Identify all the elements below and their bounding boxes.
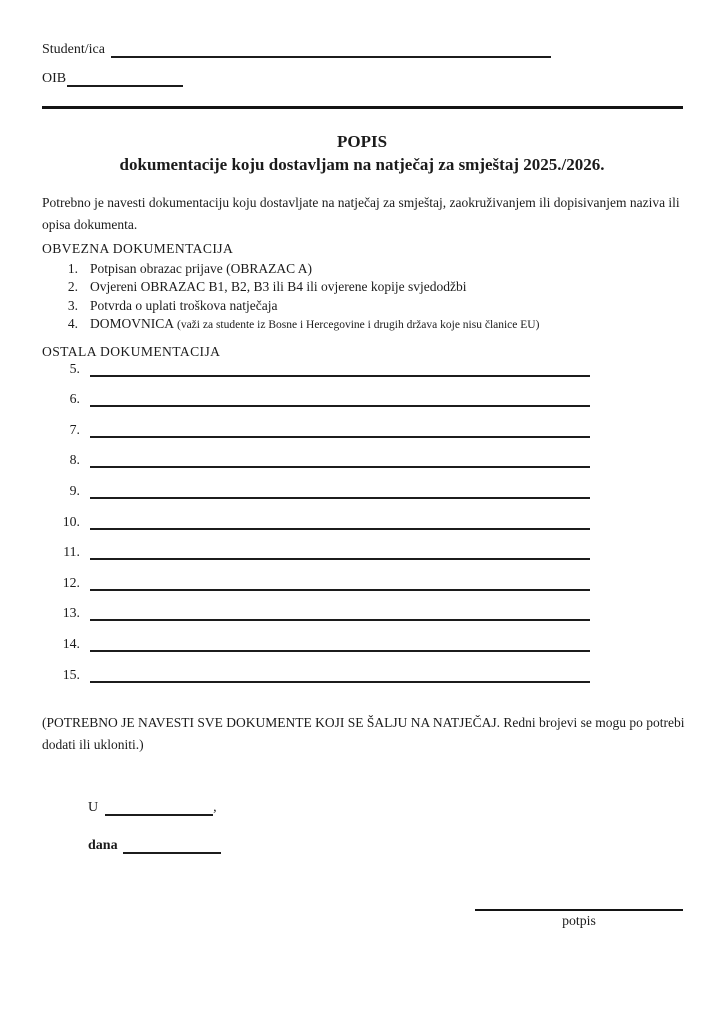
blank-line-row (42, 591, 590, 622)
intro-paragraph: Potrebno je navesti dokumentaciju koju dostavljate na natječaj za smještaj, zaokruživanjem ili dopisivanjem naziva ili opisa dokumenta. (42, 195, 680, 232)
other-docs-heading: OSTALA DOKUMENTACIJA (42, 344, 221, 359)
blank-line-row (42, 530, 590, 561)
student-name-field (42, 41, 551, 58)
blank-line-row (42, 407, 590, 438)
blank-line-row (42, 438, 590, 469)
student-fill-in-line (111, 41, 551, 58)
item-text (90, 315, 539, 334)
blank-line-row (42, 621, 590, 652)
item-number: 6. (69, 391, 80, 407)
item-number: 14. (62, 635, 80, 651)
item-number: 9. (69, 482, 80, 498)
numbered-item (42, 260, 688, 278)
fill-in-line (90, 647, 590, 652)
fill-in-line (90, 525, 590, 530)
numbered-item (42, 297, 688, 315)
title-line-2: dokumentacije koju dostavljam na natječaj za smještaj 2025./2026. (119, 155, 605, 174)
place-label: U (88, 800, 99, 815)
blank-line-row (42, 468, 590, 499)
signature-label: potpis (562, 913, 596, 928)
fill-in-line (90, 402, 590, 407)
item-text: Potpisan obrazac prijave (OBRAZAC A) (90, 261, 312, 276)
student-label: Student/ica (42, 42, 105, 57)
item-number: 15. (62, 666, 80, 682)
title-line-1: POPIS (336, 132, 388, 151)
note-paragraph: (POTREBNO JE NAVESTI SVE DOKUMENTE KOJI SE ŠALJU NA NATJEČAJ. Redni brojevi se mogu po potrebi dodati ili ukloniti.) (42, 715, 685, 752)
item-number: 8. (69, 452, 80, 468)
date-fill-in-line (123, 837, 221, 854)
item-number: 1. (67, 261, 78, 276)
mandatory-docs-list (42, 260, 688, 334)
fill-in-line (90, 678, 590, 683)
mandatory-docs-heading: OBVEZNA DOKUMENTACIJA (42, 241, 234, 256)
item-main-text: DOMOVNICA (90, 315, 174, 331)
numbered-item (42, 278, 688, 296)
item-number: 3. (67, 297, 78, 313)
fill-in-line (90, 494, 590, 499)
item-number: 11. (63, 544, 80, 560)
date-label: dana (88, 838, 118, 853)
oib-fill-in-line (67, 70, 183, 87)
item-number: 5. (69, 360, 80, 376)
item-number: 12. (62, 574, 80, 590)
signature-block (475, 909, 683, 929)
document-title (0, 130, 724, 176)
other-docs-list (42, 346, 590, 683)
blank-line-row (42, 499, 590, 530)
item-note-text: (važi za studente iz Bosne i Hercegovine i drugih država koje nisu članice EU) (177, 318, 540, 331)
item-number: 4. (67, 315, 78, 331)
item-number: 7. (69, 421, 80, 437)
item-text: Ovjereni OBRAZAC B1, B2, B3 ili B4 ili ovjerene kopije svjedodžbi (90, 279, 467, 295)
fill-in-line (90, 463, 590, 468)
place-comma: , (213, 800, 217, 815)
fill-in-line (90, 586, 590, 591)
fill-in-line (90, 433, 590, 438)
horizontal-divider (42, 106, 683, 109)
fill-in-line (90, 555, 590, 560)
oib-label: OIB (42, 71, 67, 86)
fill-in-line (90, 616, 590, 621)
fill-in-line (90, 372, 590, 377)
blank-line-row (42, 377, 590, 408)
oib-field (42, 70, 183, 87)
place-fill-in-line (105, 799, 213, 816)
numbered-item (42, 315, 688, 334)
blank-line-row (42, 346, 590, 377)
place-field (88, 799, 217, 816)
item-number: 10. (62, 513, 80, 529)
item-number: 13. (62, 605, 80, 621)
item-text: Potvrda o uplati troškova natječaja (90, 297, 278, 313)
blank-line-row (42, 560, 590, 591)
blank-line-row (42, 652, 590, 683)
item-number: 2. (67, 279, 78, 295)
date-field (88, 837, 221, 854)
